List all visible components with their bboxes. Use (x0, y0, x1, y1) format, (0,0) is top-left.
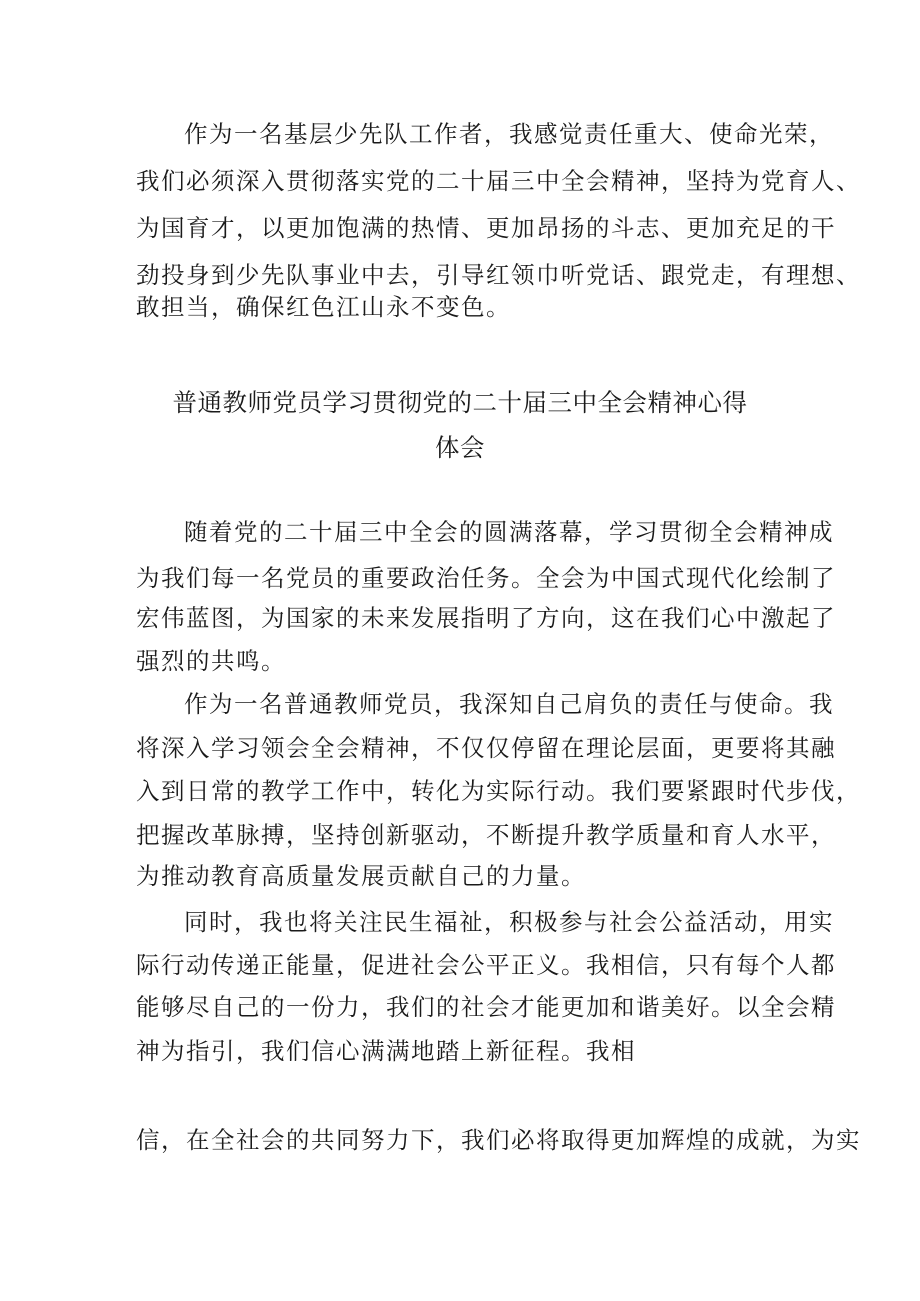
text-line: 作为一名普通教师党员，我深知自己肩负的责任与使命。我 (184, 690, 834, 718)
title-line: 普通教师党员学习贯彻党的二十届三中全会精神心得 (172, 388, 748, 417)
text-line: 信，在全社会的共同努力下，我们必将取得更加辉煌的成就，为实 (136, 1126, 861, 1154)
text-line: 为推动教育高质量发展贡献自己的力量。 (136, 862, 586, 890)
text-line: 强烈的共鸣。 (136, 647, 286, 675)
text-line: 宏伟蓝图，为国家的未来发展指明了方向，这在我们心中激起了 (136, 604, 836, 632)
text-line: 劲投身到少先队事业中去，引导红领巾听党话、跟党走，有理想、 (136, 261, 861, 289)
text-line: 入到日常的教学工作中，转化为实际行动。我们要紧跟时代步伐， (136, 777, 861, 805)
text-line: 神为指引，我们信心满满地踏上新征程。我相 (136, 1037, 636, 1065)
text-line: 敢担当，确保红色江山永不变色。 (136, 293, 511, 321)
title-line: 体会 (435, 433, 485, 462)
text-line: 际行动传递正能量，促进社会公平正义。我相信，只有每个人都 (136, 951, 836, 979)
text-line: 将深入学习领会全会精神，不仅仅停留在理论层面，更要将其融 (136, 734, 836, 762)
text-line: 把握改革脉搏，坚持创新驱动，不断提升教学质量和育人水平， (136, 821, 836, 849)
text-line: 我们必须深入贯彻落实党的二十届三中全会精神，坚持为党育人、 (136, 167, 861, 195)
text-line: 能够尽自己的一份力，我们的社会才能更加和谐美好。以全会精 (136, 993, 836, 1021)
text-line: 为我们每一名党员的重要政治任务。全会为中国式现代化绘制了 (136, 564, 836, 592)
text-line: 随着党的二十届三中全会的圆满落幕，学习贯彻全会精神成 (184, 518, 834, 546)
text-line: 同时，我也将关注民生福祉，积极参与社会公益活动，用实 (184, 908, 834, 936)
text-line: 作为一名基层少先队工作者，我感觉责任重大、使命光荣， (184, 120, 834, 148)
text-line: 为国育才，以更加饱满的热情、更加昂扬的斗志、更加充足的干 (136, 214, 836, 242)
